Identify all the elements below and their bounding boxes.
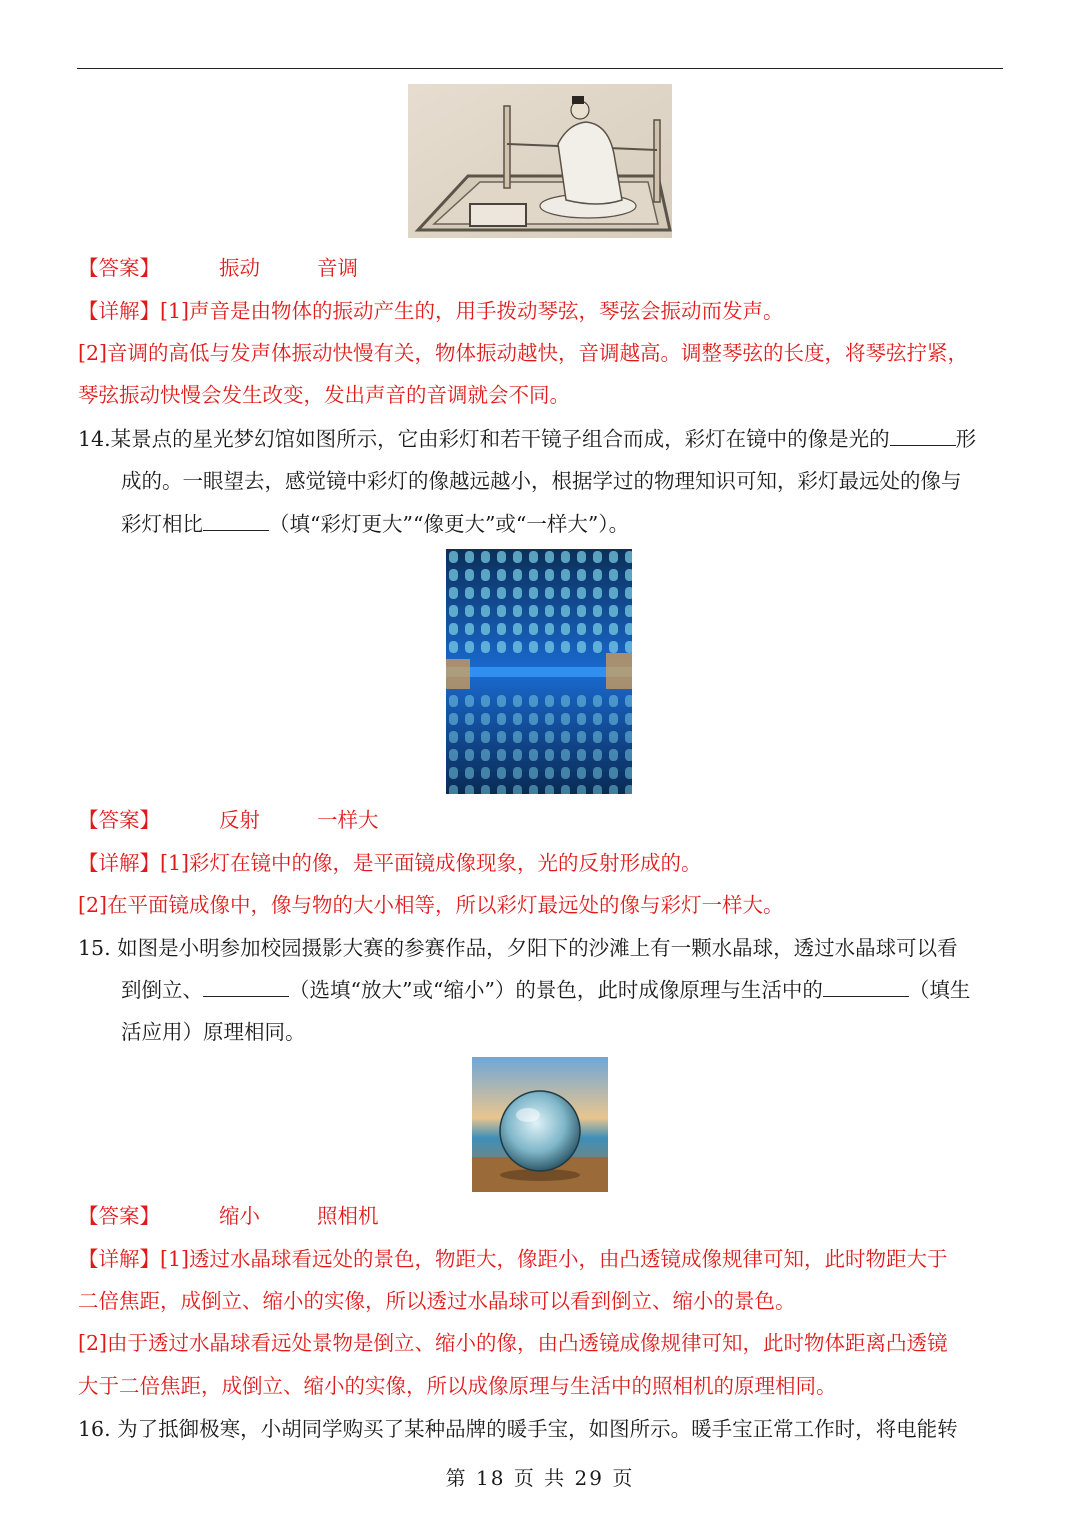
detail-label: 【详解】: [78, 1247, 160, 1271]
starlight-hall-image: [446, 549, 632, 794]
q13-detail-2: [2]音调的高低与发声体振动快慢有关，物体振动越快，音调越高。调整琴弦的长度，将琴弦拧紧，: [78, 341, 969, 365]
q15-detail-4: 大于二倍焦距，成倒立、缩小的实像，所以成像原理与生活中的照相机的原理相同。: [78, 1374, 837, 1398]
q14-line-1: 14.某景点的星光梦幻馆如图所示，它由彩灯和若干镜子组合而成，彩灯在镜中的像是光的 形: [78, 427, 977, 451]
q15-detail-2: 二倍焦距，成倒立、缩小的实像，所以透过水晶球可以看到倒立、缩小的景色。: [78, 1289, 796, 1313]
q14-detail-2: [2]在平面镜成像中，像与物的大小相等，所以彩灯最远处的像与彩灯一样大。: [78, 893, 784, 917]
q15-blank-1[interactable]: [203, 976, 289, 997]
q15-answer-2: 照相机: [317, 1204, 379, 1228]
q15-blank-2[interactable]: [823, 976, 909, 997]
q15-answer-1: 缩小: [219, 1204, 260, 1228]
q13-answer-2: 音调: [317, 256, 358, 280]
page-footer: 第 18 页 共 29 页: [445, 1466, 635, 1490]
q15-answer-row: [78, 1202, 1002, 1230]
q16-number: 16.: [78, 1417, 111, 1441]
answer-label: 【答案】: [78, 1204, 160, 1228]
q15-line-2: 到倒立、 （选填“放大”或“缩小”）的景色，此时成像原理与生活中的 （填生: [121, 978, 971, 1002]
guqin-painting-image: [408, 84, 672, 238]
q14-answer-1: 反射: [219, 808, 260, 832]
q14-line-3: 彩灯相比 （填“彩灯更大”“像更大”或“一样大”）。: [121, 512, 630, 536]
answer-label: 【答案】: [78, 808, 160, 832]
q14-blank-2[interactable]: [203, 510, 269, 531]
crystal-ball-image: [472, 1057, 608, 1192]
q15-line-1: 15. 如图是小明参加校园摄影大赛的参赛作品，夕阳下的沙滩上有一颗水晶球，透过水晶球可以看: [78, 936, 958, 960]
answer-label: 【答案】: [78, 256, 160, 280]
q15-number: 15.: [78, 936, 111, 960]
q14-answer-2: 一样大: [317, 808, 379, 832]
detail-label: 【详解】: [78, 851, 160, 875]
q13-answer-1: 振动: [219, 256, 260, 280]
header-rule: [77, 68, 1003, 69]
q15-detail-1: 【详解】[1]透过水晶球看远处的景色，物距大，像距小，由凸透镜成像规律可知，此时物距大于: [78, 1247, 948, 1271]
detail-label: 【详解】: [78, 299, 160, 323]
q15-detail-3: [2]由于透过水晶球看远处景物是倒立、缩小的像，由凸透镜成像规律可知，此时物体距离凸透镜: [78, 1331, 948, 1355]
q14-number: 14.: [78, 427, 111, 451]
q13-detail-3: 琴弦振动快慢会发生改变，发出声音的音调就会不同。: [78, 383, 570, 407]
q14-answer-row: [78, 806, 1002, 834]
q16-line-1: 16. 为了抵御极寒，小胡同学购买了某种品牌的暖手宝，如图所示。暖手宝正常工作时，将电能转: [78, 1417, 958, 1441]
q13-answer-row: [78, 254, 1002, 282]
q15-line-3: 活应用）原理相同。: [121, 1020, 306, 1044]
q14-detail-1: 【详解】[1]彩灯在镜中的像，是平面镜成像现象，光的反射形成的。: [78, 851, 702, 875]
q14-line-2: 成的。一眼望去，感觉镜中彩灯的像越远越小，根据学过的物理知识可知，彩灯最远处的像与: [121, 469, 962, 493]
q14-blank-1[interactable]: [890, 425, 956, 446]
q13-detail-1: 【详解】[1]声音是由物体的振动产生的，用手拨动琴弦，琴弦会振动而发声。: [78, 299, 784, 323]
